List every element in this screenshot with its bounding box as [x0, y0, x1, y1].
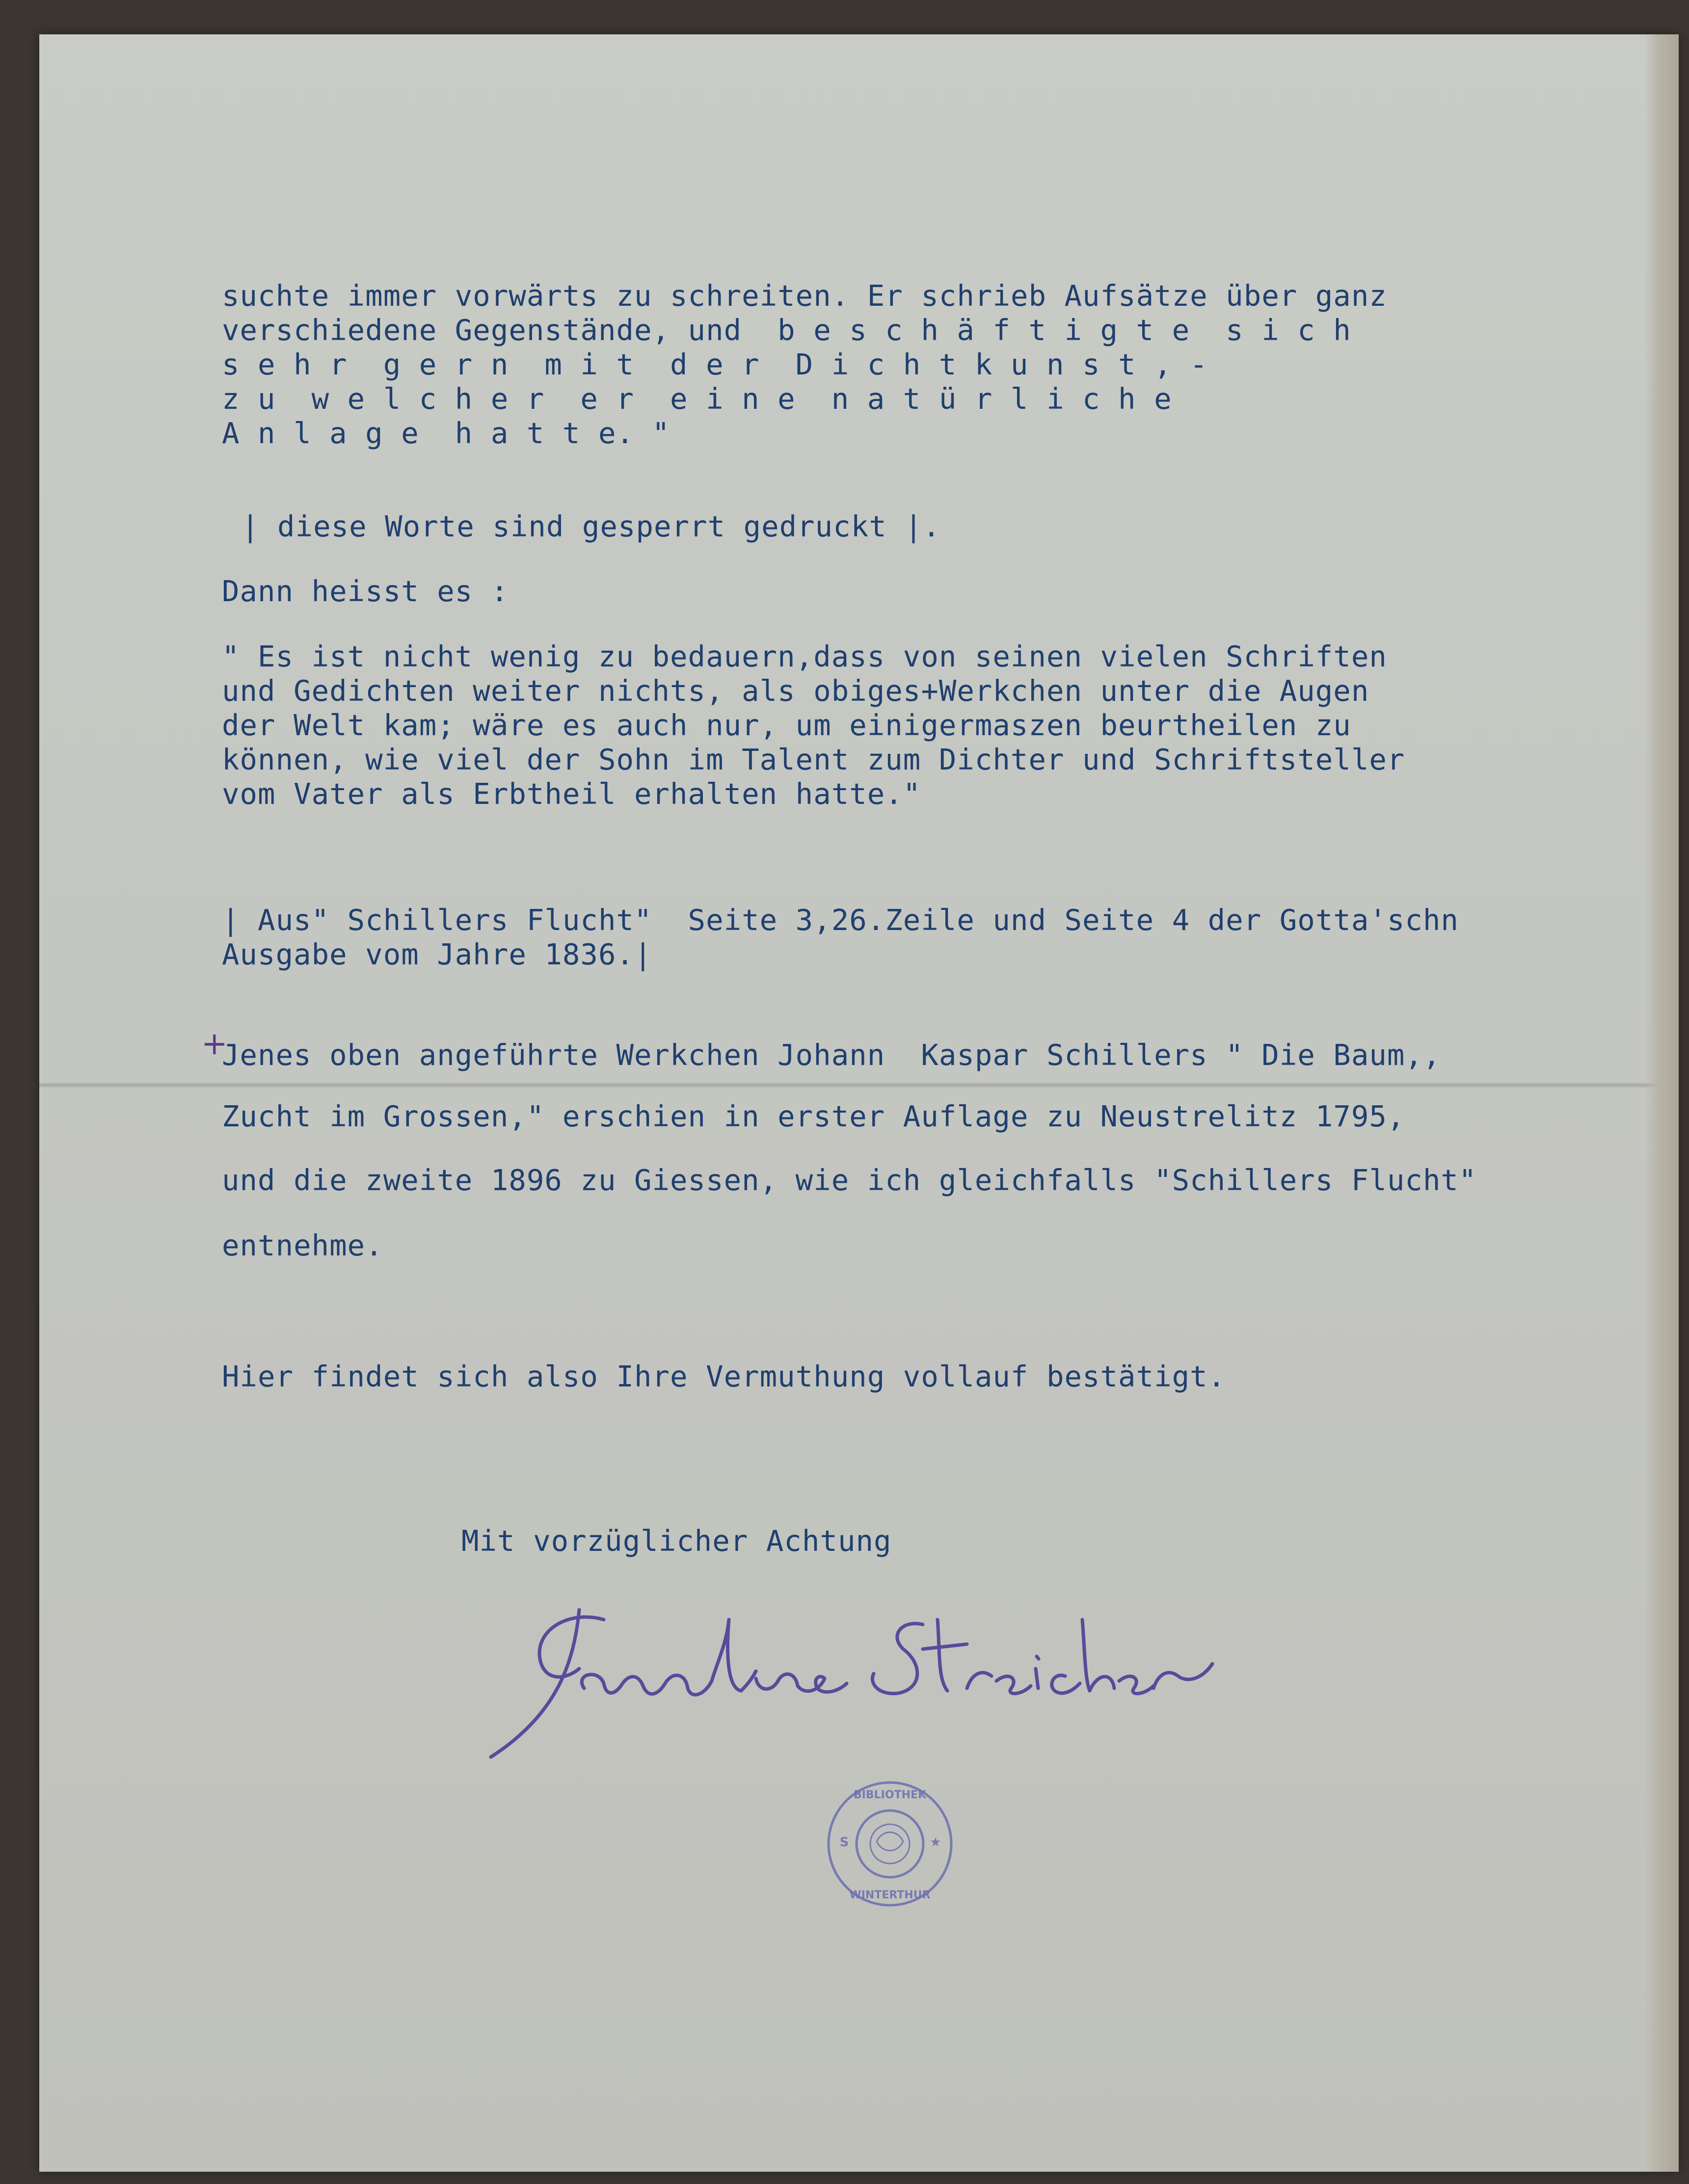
- svg-text:WINTERTHUR: WINTERTHUR: [849, 1889, 931, 1901]
- footnote-line-1: Jenes oben angeführte Werkchen Johann Kaspar Schillers " Die Baum,,: [222, 1038, 1441, 1072]
- footnote-line-4: entnehme.: [222, 1228, 383, 1262]
- svg-text:BIBLIOTHEK: BIBLIOTHEK: [853, 1789, 927, 1801]
- source-line-1: | Aus" Schillers Flucht" Seite 3,26.Zeile und Seite 4 der Gotta'schn: [222, 903, 1459, 937]
- paper-edge: [1644, 34, 1679, 2172]
- source-line-2: Ausgabe vom Jahre 1836.|: [222, 937, 652, 971]
- handwritten-signature: [481, 1590, 1306, 1777]
- svg-text:S: S: [839, 1835, 849, 1850]
- quote-line-2: und Gedichten weiter nichts, als obiges+Werkchen unter die Augen: [222, 674, 1369, 708]
- quote-intro: Dann heisst es :: [222, 574, 509, 608]
- paragraph-line-3: s e h r g e r n m i t d e r D i c h t k u n s t , -: [222, 347, 1208, 381]
- paragraph-line-4: z u w e l c h e r e r e i n e n a t ü r l i c h e: [222, 382, 1172, 416]
- footnote-line-2: Zucht im Grossen," erschien in erster Auflage zu Neustrelitz 1795,: [222, 1099, 1405, 1133]
- library-stamp: [819, 1773, 961, 1915]
- svg-text:★: ★: [930, 1835, 941, 1850]
- footnote-line-3: und die zweite 1896 zu Giessen, wie ich gleichfalls "Schillers Flucht": [222, 1163, 1477, 1197]
- quote-line-4: können, wie viel der Sohn im Talent zum Dichter und Schriftsteller: [222, 743, 1405, 776]
- paragraph-line-2: verschiedene Gegenstände, und b e s c h ä f t i g t e s i c h: [222, 313, 1351, 347]
- paragraph-line-5: A n l a g e h a t t e. ": [222, 416, 670, 450]
- closing-formula: Mit vorzüglicher Achtung: [461, 1524, 892, 1558]
- quote-line-5: vom Vater als Erbtheil erhalten hatte.": [222, 777, 921, 811]
- spaced-print-note: | diese Worte sind gesperrt gedruckt |.: [241, 509, 941, 543]
- footnote-marker: +: [201, 1026, 228, 1062]
- conclusion: Hier findet sich also Ihre Vermuthung vollauf bestätigt.: [222, 1359, 1226, 1393]
- quote-line-3: der Welt kam; wäre es auch nur, um einigermaszen beurtheilen zu: [222, 708, 1351, 742]
- paragraph-line-1: suchte immer vorwärts zu schreiten. Er schrieb Aufsätze über ganz: [222, 279, 1387, 313]
- paper-fold: [39, 1082, 1679, 1088]
- quote-line-1: " Es ist nicht wenig zu bedauern,dass von seinen vielen Schriften: [222, 639, 1387, 673]
